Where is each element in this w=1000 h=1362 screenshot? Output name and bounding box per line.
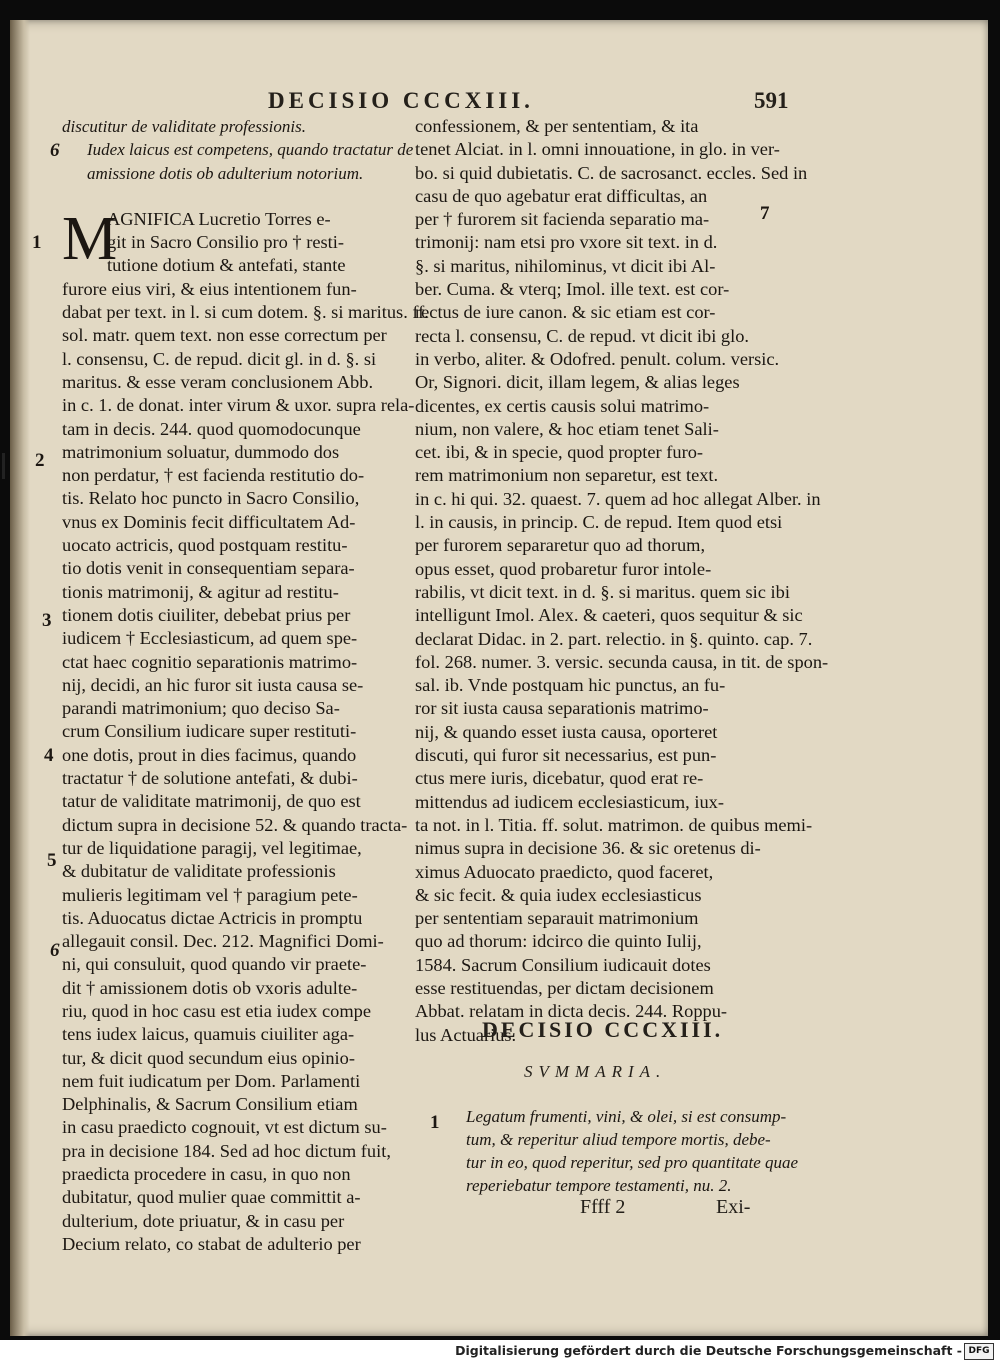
body-line: tur, & dicit quod secundum eius opinio-: [62, 1047, 355, 1068]
body-line: mulieris legitimam vel † paragium pete-: [62, 884, 358, 905]
summary-line: reperiebatur tempore testamenti, nu. 2.: [466, 1176, 732, 1195]
funding-notice: Digitalisierung gefördert durch die Deutsche Forschungsgemeinschaft -: [455, 1343, 962, 1358]
body-line: & dubitatur de validitate professionis: [62, 861, 336, 882]
body-line: l. consensu, C. de repud. dicit gl. in d. §. si: [62, 348, 377, 369]
body-line: nimus supra in decisione 36. & sic oretenus di-: [415, 838, 761, 859]
body-line: & sic fecit. & quia iudex ecclesiasticus: [415, 884, 702, 905]
body-line: dabat per text. in l. si cum dotem. §. si maritus. ff.: [62, 302, 429, 323]
margin-number: 6: [50, 140, 60, 161]
body-line: l. in causis, in princip. C. de repud. Item quod etsi: [415, 512, 783, 533]
margin-number: 1: [32, 232, 42, 253]
signature-mark: Ffff 2: [580, 1196, 626, 1218]
body-line: furore eius viri, & eius intentionem fun-: [62, 278, 357, 299]
margin-number: 2: [35, 450, 45, 471]
body-line: bo. si quid dubietatis. C. de sacrosanct. eccles. Sed in: [415, 162, 808, 183]
summary-block: [466, 1105, 799, 1197]
body-line: one dotis, prout in dies facimus, quando: [62, 744, 357, 765]
body-line: opus esset, quod probaretur furor intole-: [415, 558, 712, 579]
running-title: DECISIO CCCXIII.: [268, 88, 534, 113]
body-line: tionem dotis ciuiliter, debebat prius per: [62, 604, 351, 625]
body-line: tio dotis venit in consequentiam separa-: [62, 558, 355, 579]
body-line: ctat haec cognitio separationis matrimo-: [62, 651, 358, 672]
body-line: recta l. consensu, C. de repud. vt dicit ibi glo.: [415, 325, 750, 346]
body-line: in c. 1. de donat. inter virum & uxor. supra rela-: [62, 395, 415, 416]
body-line: iudicem † Ecclesiasticum, ad quem spe-: [62, 628, 358, 649]
body-line: rem matrimonium non separetur, est text.: [415, 465, 719, 486]
body-line: pra in decisione 184. Sed ad hoc dictum fuit,: [62, 1140, 391, 1161]
body-line: in c. hi qui. 32. quaest. 7. quem ad hoc allegat Alber. in: [415, 488, 821, 509]
body-line: tractatur † de solutione antefati, & dubi-: [62, 768, 358, 789]
body-line: nij, & quando esset iusta causa, oporteret: [415, 721, 718, 742]
body-line: AGNIFICA Lucretio Torres e-: [107, 208, 331, 229]
page-gutter-shadow: [10, 20, 30, 1336]
body-line: Delphinalis, & Sacrum Consilium etiam: [62, 1094, 358, 1115]
summaria-label: SVMMARIA.: [524, 1062, 667, 1081]
body-line: dictum supra in decisione 52. & quando tracta-: [62, 814, 408, 835]
margin-number: 4: [44, 745, 54, 766]
summary-line: Legatum frumenti, vini, & olei, si est consump-: [466, 1107, 787, 1126]
summary-line: tur in eo, quod reperitur, sed pro quantitate quae: [466, 1153, 799, 1172]
decision-title: DECISIO CCCXIII.: [482, 1017, 724, 1042]
catchword: Exi-: [716, 1196, 751, 1218]
drop-cap: M: [62, 205, 118, 273]
body-line: tis. Relato hoc puncto in Sacro Consilio,: [62, 488, 360, 509]
margin-number: 6: [50, 940, 60, 961]
body-line: ta not. in l. Titia. ff. solut. matrimon. de quibus memi-: [415, 814, 813, 835]
body-line: declarat Didac. in 2. part. relectio. in §. quinto. cap. 7.: [415, 628, 813, 649]
body-line: fol. 268. numer. 3. versic. secunda causa, in tit. de spon-: [415, 651, 829, 672]
body-line: dit † amissionem dotis ob vxoris adulte-: [62, 977, 358, 998]
body-line: tutione dotium & antefati, stante: [107, 255, 346, 276]
right-column: [415, 115, 829, 1047]
body-line: nium, non valere, & hoc etiam tenet Sali-: [415, 418, 719, 439]
margin-number: 3: [42, 610, 52, 631]
summary-line: amissione dotis ob adulterium notorium.: [87, 163, 364, 183]
body-line: ror sit iusta causa separationis matrimo-: [415, 698, 709, 719]
body-line: per furorem separaretur quo ad thorum,: [415, 535, 706, 556]
body-line: maritus. & esse veram conclusionem Abb.: [62, 371, 374, 392]
summary-line: discutitur de validitate professionis.: [62, 117, 306, 136]
margin-number: 7: [760, 203, 770, 224]
body-line: tatur de validitate matrimonij, de quo est: [62, 791, 361, 812]
body-line: Decium relato, co stabat de adulterio per: [62, 1233, 361, 1254]
body-line: tis. Aduocatus dictae Actricis in promptu: [62, 907, 363, 928]
body-line: confessionem, & per sententiam, & ita: [415, 116, 699, 136]
body-line: rabilis, vt dicit text. in d. §. si maritus. quem sic ibi: [415, 581, 790, 602]
body-line: ni, qui consuluit, quod quando vir praete-: [62, 954, 367, 975]
body-line: git in Sacro Consilio pro † resti-: [107, 232, 345, 253]
body-line: quo ad thorum: idcirco die quinto Iulij,: [415, 931, 702, 952]
body-line: discuti, qui furor sit necessarius, est pun-: [415, 745, 717, 766]
body-line: esse restituendas, per dictam decisionem: [415, 977, 714, 998]
body-line: allegauit consil. Dec. 212. Magnifici Domi-: [62, 931, 384, 952]
body-line: vnus ex Dominis fecit difficultatem Ad-: [62, 511, 356, 532]
summary-line: tum, & reperitur aliud tempore mortis, debe-: [466, 1130, 771, 1149]
body-line: intelligunt Imol. Alex. & caeteri, quos sequitur & sic: [415, 605, 803, 626]
body-line: praedicta procedere in casu, in quo non: [62, 1164, 351, 1185]
body-line: dulterium, dote priuatur, & in casu per: [62, 1210, 345, 1231]
body-line: dicentes, ex certis causis solui matrimo-: [415, 395, 710, 416]
body-line: per sententiam separauit matrimonium: [415, 908, 699, 929]
body-line: dubitatur, quod mulier quae committit a-: [62, 1187, 361, 1208]
body-line: lus Actuarius.: [415, 1024, 517, 1045]
body-line: cet. ibi, & in specie, quod propter furo-: [415, 442, 704, 463]
body-line: nij, decidi, an hic furor sit iusta causa se-: [62, 674, 364, 695]
body-line: tionis matrimonij, & agitur ad restitu-: [62, 581, 339, 602]
body-line: mittendus ad iudicem ecclesiasticum, iux-: [415, 791, 724, 812]
body-line: tam in decis. 244. quod quomodocunque: [62, 418, 361, 439]
body-line: tens iudex laicus, quamuis ciuiliter aga-: [62, 1024, 355, 1045]
body-line: Abbat. relatam in dicta decis. 244. Roppu-: [415, 1001, 728, 1022]
body-line: ximus Aduocato praedicto, quod faceret,: [415, 861, 714, 882]
body-line: rectus de iure canon. & sic etiam est cor-: [415, 302, 716, 323]
folio-number: 591: [754, 88, 789, 113]
margin-number: 5: [47, 850, 57, 871]
body-line: sol. matr. quem text. non esse correctum per: [62, 325, 387, 346]
body-line: Or, Signori. dicit, illam legem, & alias leges: [415, 372, 740, 393]
margin-mark: [2, 453, 5, 479]
body-line: non perdatur, † est facienda restitutio do-: [62, 465, 365, 486]
body-line: in casu praedicto cognouit, vt est dictum su-: [62, 1117, 387, 1138]
body-line: in verbo, aliter. & Odofred. penult. colum. versic.: [415, 348, 780, 369]
body-line: ber. Cuma. & vterq; Imol. ille text. est cor-: [415, 279, 730, 300]
body-line: 1584. Sacrum Consilium iudicauit dotes: [415, 954, 711, 975]
body-line: tenet Alciat. in l. omni innouatione, in glo. in ver-: [415, 139, 780, 160]
left-column: [62, 115, 429, 1256]
body-line: uocato actricis, quod postquam restitu-: [62, 535, 348, 556]
body-line: matrimonium soluatur, dummodo dos: [62, 441, 340, 462]
body-line: nem fuit iudicatum per Dom. Parlamenti: [62, 1070, 361, 1091]
summary-line: Iudex laicus est competens, quando tractatur de: [87, 140, 414, 160]
body-line: §. si maritus, nihilominus, vt dicit ibi Al-: [415, 255, 716, 276]
body-line: tur de liquidatione paragij, vel legitimae,: [62, 837, 362, 858]
body-line: riu, quod in hoc casu est etia iudex compe: [62, 1000, 371, 1021]
body-line: crum Consilium iudicare super restituti-: [62, 721, 357, 742]
summary-number: 1: [430, 1112, 440, 1133]
body-line: sal. ib. Vnde postquam hic punctus, an fu-: [415, 675, 726, 696]
body-line: per † furorem sit facienda separatio ma-: [415, 209, 710, 230]
dfg-logo: DFG: [964, 1343, 994, 1360]
body-line: ctus mere iuris, dicebatur, quod erat re-: [415, 768, 704, 789]
body-line: parandi matrimonium; quo deciso Sa-: [62, 698, 340, 719]
body-line: trimonij: nam etsi pro vxore sit text. in d.: [415, 232, 718, 253]
body-line: casu de quo agebatur erat difficultas, an: [415, 185, 708, 206]
footer-bar: [0, 1340, 1000, 1362]
